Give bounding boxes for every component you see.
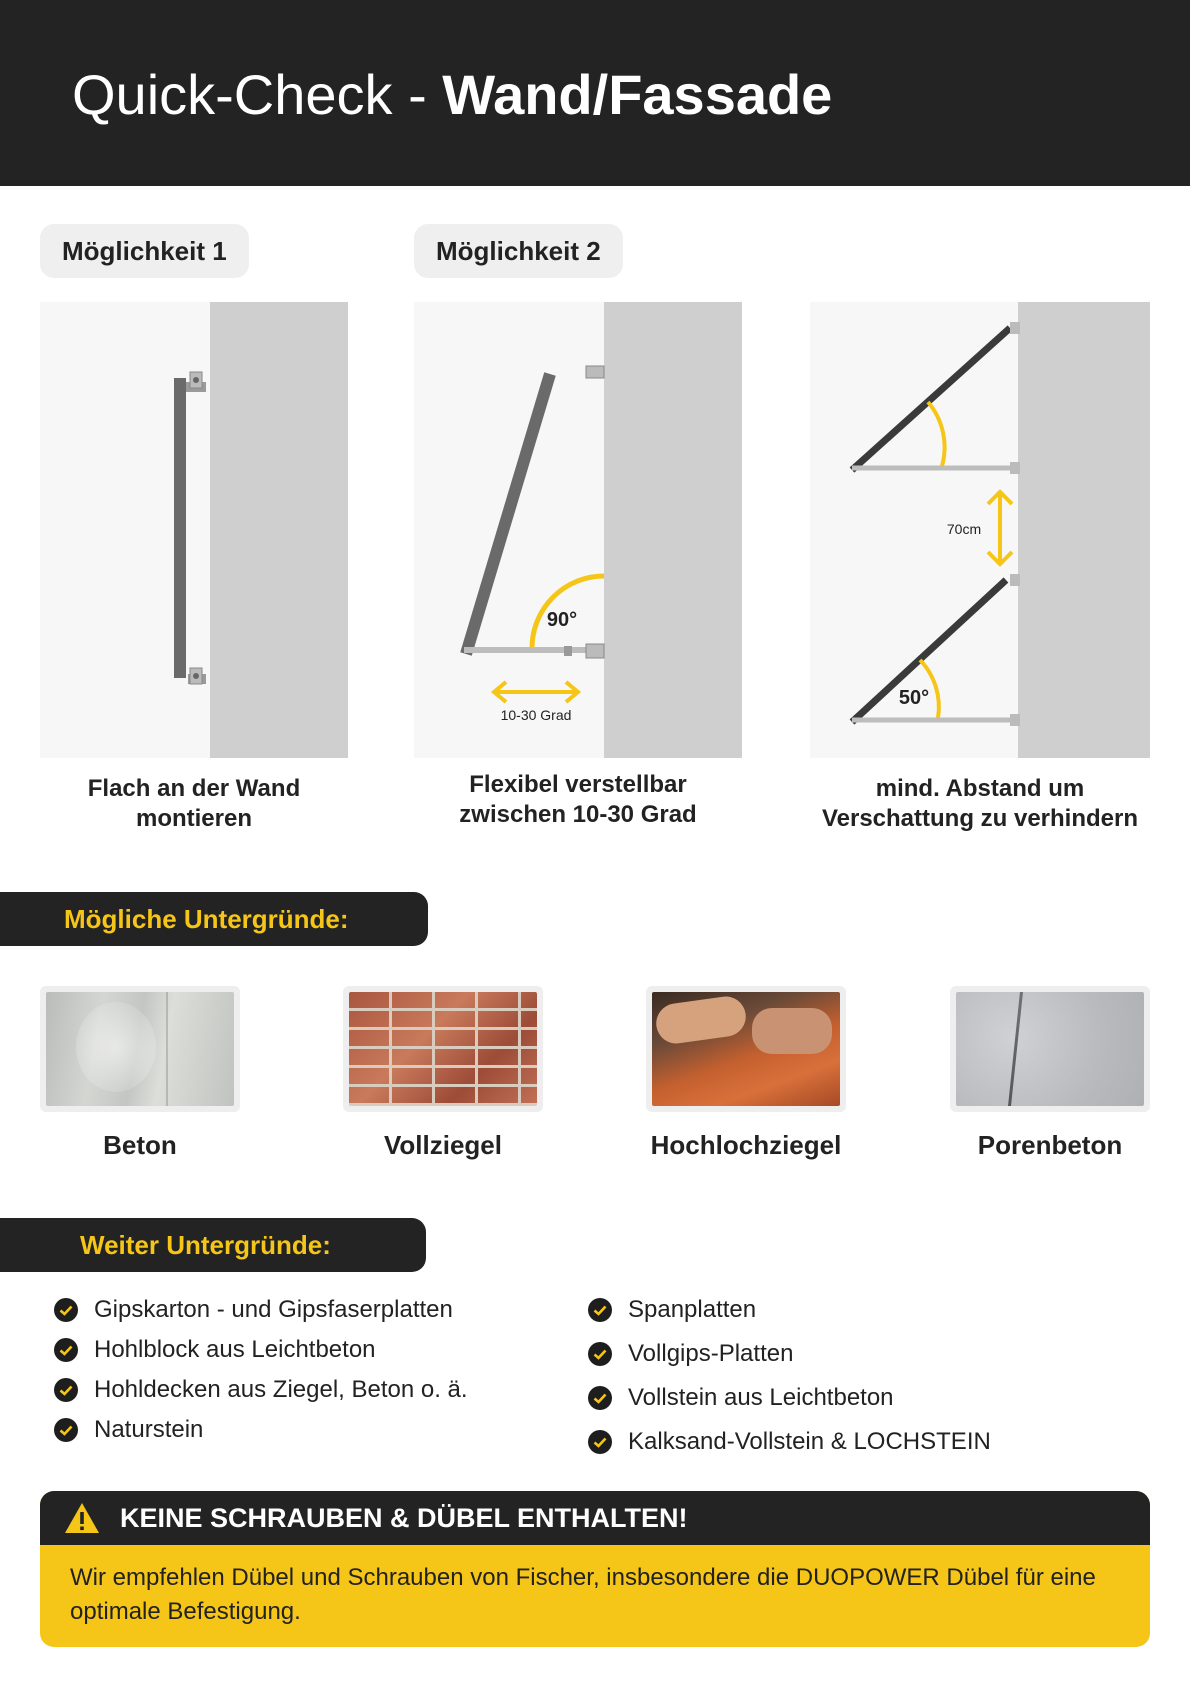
header-bar [0,0,1190,186]
list-item [54,1410,468,1450]
check-circle-icon [54,1378,78,1402]
option1-caption-line2: montieren [135,805,252,832]
solar-panel-tilted [466,374,550,654]
diagram-spacing [810,302,1150,758]
beton-image [46,992,234,1106]
diagram-tilt-mount [414,302,742,758]
list-item [588,1334,991,1378]
option3-caption-line2: Verschattung zu verhindern [821,805,1139,832]
check-circle-icon [54,1298,78,1322]
warning-box [40,1491,1150,1647]
substrate-label-beton: Beton [103,1130,177,1160]
check-circle-icon [588,1298,612,1322]
distance-label: 70cm [946,521,982,537]
wall-plate-bottom [586,644,604,658]
substrates-title: Mögliche Untergründe: [64,904,349,934]
solar-panel-side [174,378,186,678]
substrate-card-beton [40,986,240,1112]
substrates-header [0,892,428,946]
solar-panel-top [852,328,1010,470]
option2-caption-line1: Flexibel verstellbar [469,771,687,798]
list-item-text: Naturstein [94,1416,204,1443]
substrate-label-porenbeton: Porenbeton [977,1130,1123,1160]
substrate-card-vollziegel [343,986,543,1112]
more-substrates-list-right [588,1290,991,1466]
option1-caption [40,774,348,834]
option3-caption-line1: mind. Abstand um [875,775,1085,802]
diagram-flat-mount [40,302,348,758]
page-title-bold: Wand/Fassade [442,63,833,126]
option3-caption [810,774,1150,834]
option1-label: Möglichkeit 1 [40,224,249,278]
option2-caption-line2: zwischen 10-30 Grad [459,801,697,828]
more-substrates-list-left [54,1290,468,1450]
tilt-mount-drawing [414,302,742,758]
substrate-label-vollziegel: Vollziegel [384,1130,502,1160]
list-item-text: Spanplatten [628,1296,757,1323]
warning-header [40,1491,1150,1545]
hochlochziegel-image [652,992,840,1106]
check-circle-icon [588,1386,612,1410]
list-item [54,1290,468,1330]
warning-title: KEINE SCHRAUBEN & DÜBEL ENTHALTEN! [120,1503,688,1533]
more-substrates-header [0,1218,426,1272]
list-item-text: Hohldecken aus Ziegel, Beton o. ä. [94,1376,468,1403]
list-item-text: Hohlblock aus Leichtbeton [94,1336,376,1363]
list-item-text: Vollgips-Platten [628,1340,794,1367]
angle-label-50: 50° [898,687,930,709]
flat-mount-drawing [40,302,348,758]
list-item [54,1370,468,1410]
spacing-drawing [810,302,1150,758]
option2-caption [414,770,742,830]
list-item-text: Vollstein aus Leichtbeton [628,1384,894,1411]
porenbeton-image [956,992,1144,1106]
check-circle-icon [588,1430,612,1454]
list-item [588,1290,991,1334]
warning-triangle-icon [64,1501,100,1535]
page-title-light: Quick-Check - [72,63,443,126]
option1-caption-line1: Flach an der Wand [87,775,301,802]
wall-plate-top [586,366,604,378]
substrate-label-hochlochziegel: Hochlochziegel [650,1130,842,1160]
list-item-text: Gipskarton - und Gipsfaserplatten [94,1296,453,1323]
range-label: 10-30 Grad [500,707,572,723]
check-circle-icon [54,1418,78,1442]
list-item [588,1378,991,1422]
more-substrates-title: Weiter Untergründe: [80,1230,331,1260]
warning-text: Wir empfehlen Dübel und Schrauben von Fischer, insbesondere die DUOPOWER Dübel für eine optimale Befestigung. [70,1564,1096,1625]
list-item [54,1330,468,1370]
check-circle-icon [588,1342,612,1366]
list-item-text: Kalksand-Vollstein & LOCHSTEIN [628,1428,991,1455]
substrate-card-hochlochziegel [646,986,846,1112]
angle-label-90: 90° [546,609,578,631]
substrate-card-porenbeton [950,986,1150,1112]
option2-label: Möglichkeit 2 [414,224,623,278]
check-circle-icon [54,1338,78,1362]
list-item [588,1422,991,1466]
vollziegel-image [349,992,537,1106]
angle-arc-top [928,402,945,466]
page-title [72,62,832,127]
